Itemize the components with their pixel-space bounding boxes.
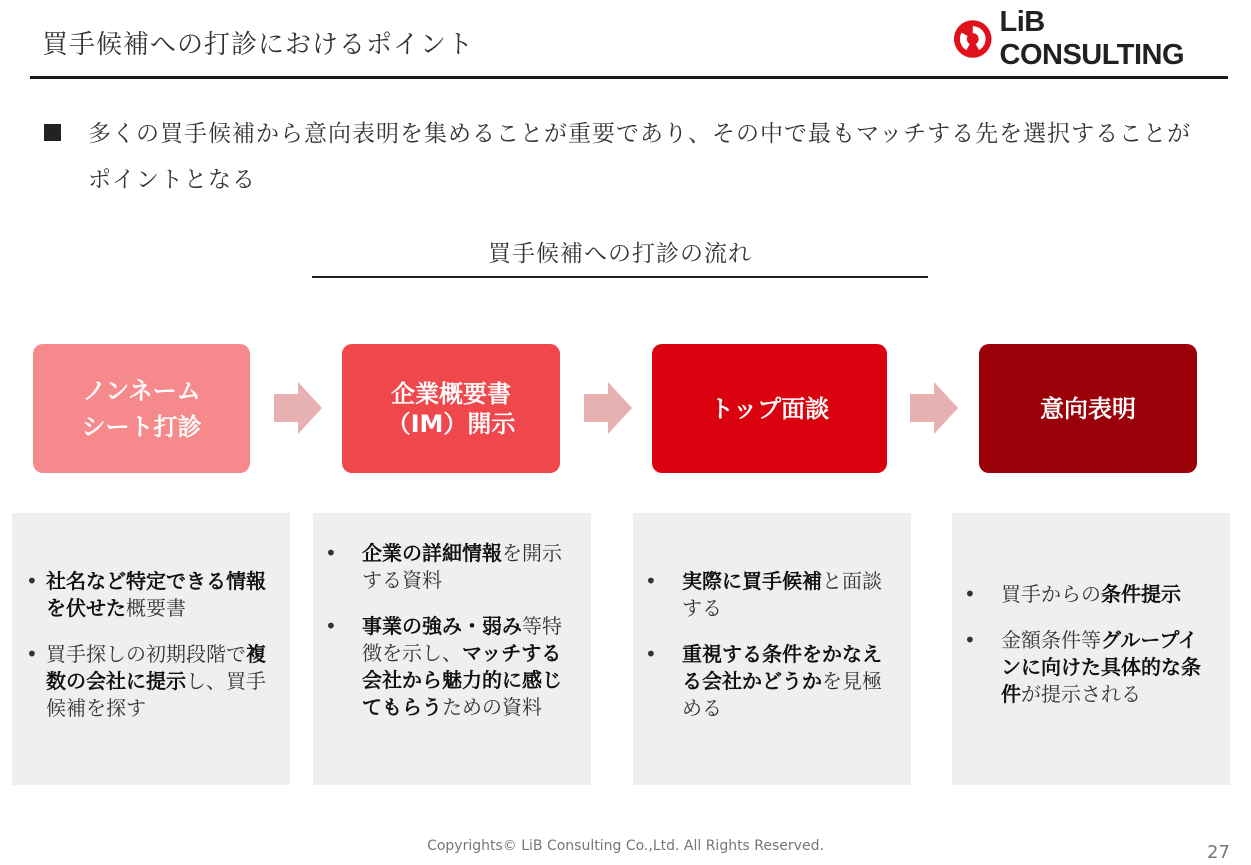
detail-panel-intent bbox=[952, 513, 1230, 785]
list-item: • 買手からの条件提示 bbox=[964, 582, 1181, 606]
arrow-right-icon bbox=[274, 382, 322, 434]
list-item: • 社名など特定できる情報を伏せた概要書 bbox=[26, 569, 266, 620]
detail-panel-meeting bbox=[633, 513, 911, 785]
list-item: • 重視する条件をかなえる会社かどうかを見極める bbox=[645, 642, 882, 720]
flow-heading-underline bbox=[312, 276, 928, 278]
step-label-line1: トップ面談 bbox=[709, 394, 830, 423]
arrow-right-icon bbox=[584, 382, 632, 434]
step-im-disclosure bbox=[342, 344, 560, 473]
summary-text: 多くの買手候補から意向表明を集めることが重要であり、その中で最もマッチする先を選択することがポイントとなる bbox=[88, 121, 1192, 193]
list-item: • 事業の強み・弱み等特徴を示し、マッチする会社から魅力的に感じてもらうための資料 bbox=[325, 614, 562, 719]
company-logo bbox=[952, 6, 1234, 71]
step-letter-of-intent bbox=[979, 344, 1197, 473]
title-divider bbox=[30, 76, 1228, 79]
logo-swirl-icon bbox=[952, 18, 994, 60]
detail-panel-nonname bbox=[12, 513, 290, 785]
arrow-right-icon bbox=[910, 382, 958, 434]
list-item: • 企業の詳細情報を開示する資料 bbox=[325, 541, 562, 592]
page-title: 買手候補への打診におけるポイント bbox=[42, 30, 475, 60]
detail-panel-im bbox=[313, 513, 591, 785]
list-item: • 買手探しの初期段階で複数の会社に提示し、買手候補を探す bbox=[26, 642, 266, 720]
step-label-line1: 企業概要書 bbox=[391, 379, 511, 408]
page-number: 27 bbox=[1207, 842, 1230, 863]
step-label-line2: （IM）開示 bbox=[386, 409, 516, 438]
step-label-line1: ノンネーム bbox=[82, 376, 201, 405]
step-top-meeting bbox=[652, 344, 887, 473]
logo-text: LiB CONSULTING bbox=[999, 6, 1185, 71]
step-label-line1: 意向表明 bbox=[1040, 394, 1136, 423]
step-nonname-sheet bbox=[33, 344, 250, 473]
square-bullet-icon bbox=[44, 124, 61, 141]
list-item: • 実際に買手候補と面談する bbox=[645, 569, 882, 620]
step-label-line2: シート打診 bbox=[81, 412, 202, 441]
copyright-footer: Copyrights© LiB Consulting Co.,Ltd. All Rights Reserved. bbox=[427, 838, 824, 854]
flow-heading: 買手候補への打診の流れ bbox=[488, 241, 752, 267]
list-item: • 金額条件等グループインに向けた具体的な条件が提示される bbox=[964, 628, 1201, 706]
